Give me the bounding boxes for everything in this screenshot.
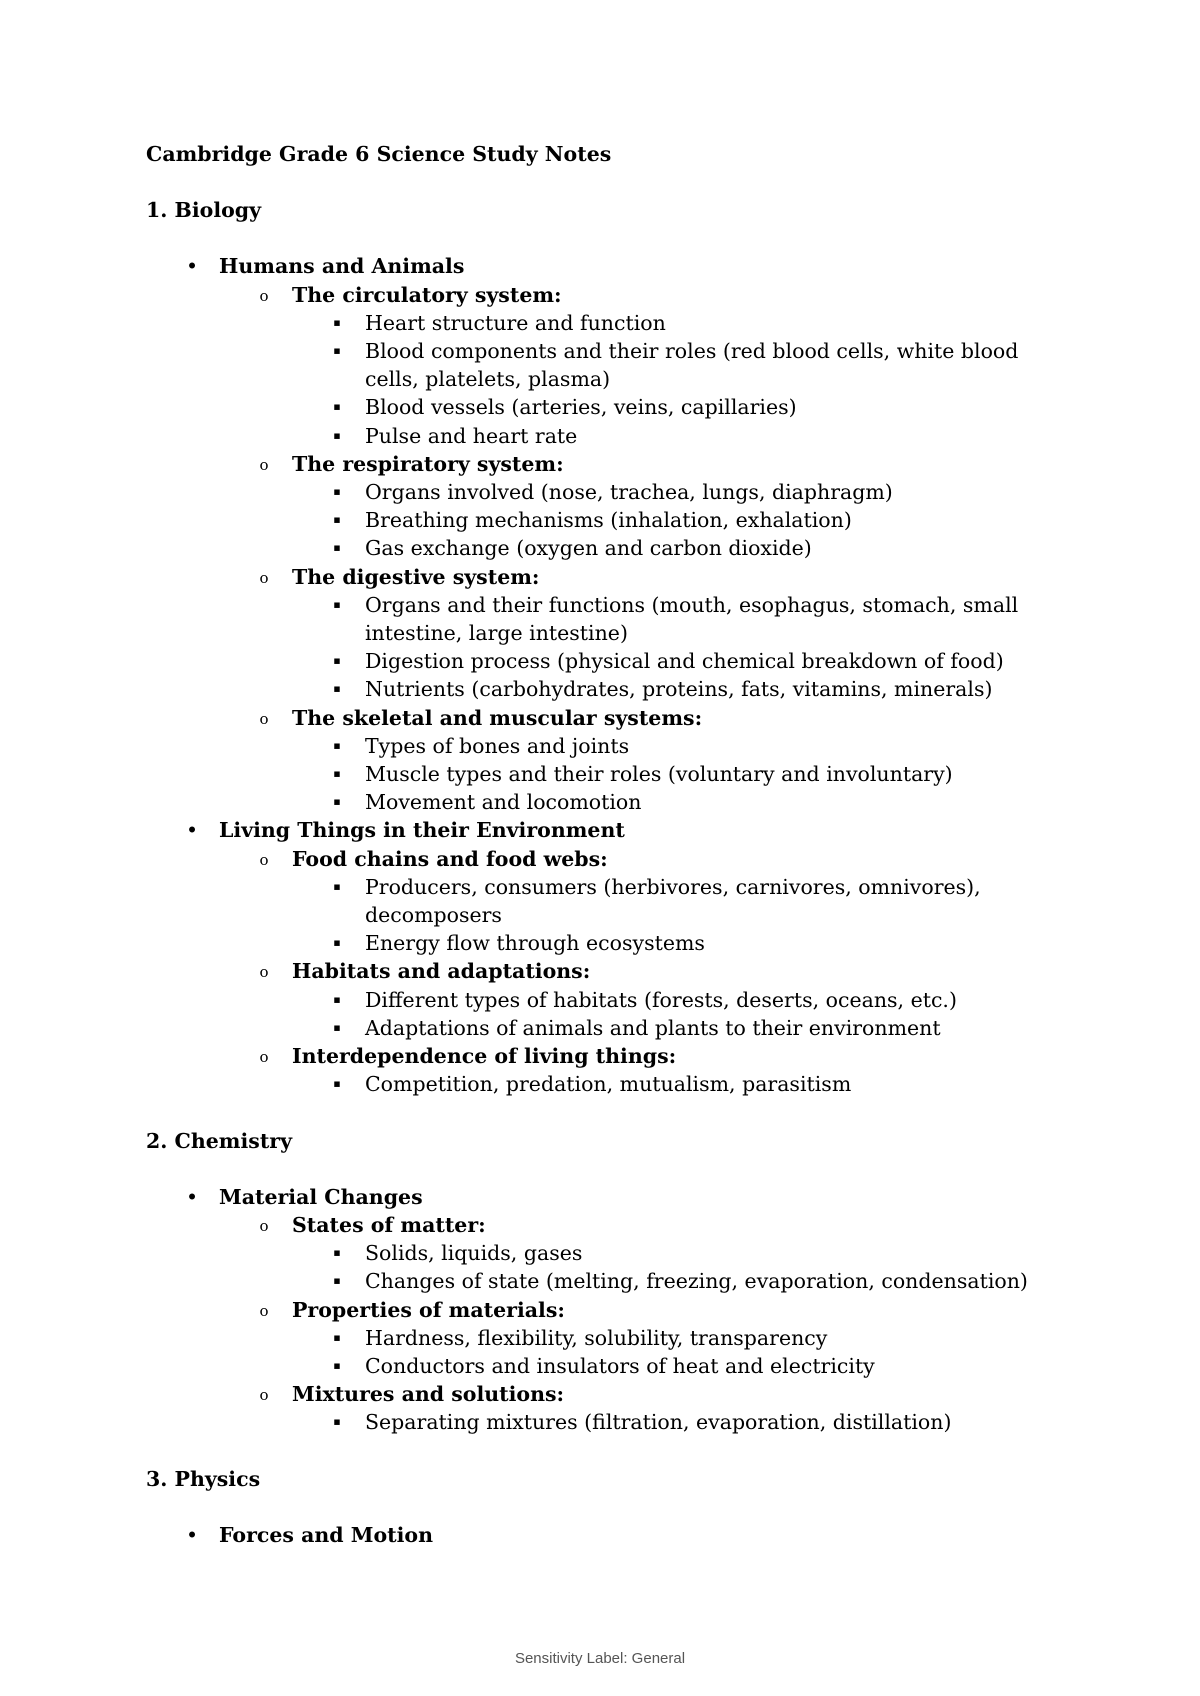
- topic-item: [146, 1183, 1066, 1437]
- point-item: [292, 591, 1066, 647]
- subtopic-item: [219, 704, 1066, 817]
- square-marker: ▪: [333, 1415, 341, 1429]
- topic-list: [146, 1521, 1066, 1549]
- document-body: [146, 140, 1066, 1549]
- point-list: [292, 591, 1066, 704]
- point-item: [292, 393, 1066, 421]
- point-text: Different types of habitats (forests, deserts, oceans, etc.): [365, 987, 957, 1012]
- circle-marker: o: [259, 455, 269, 474]
- point-list: [292, 478, 1066, 563]
- point-item: [292, 1267, 1066, 1295]
- square-marker: ▪: [333, 541, 341, 555]
- point-text: Breathing mechanisms (inhalation, exhalation): [365, 508, 852, 533]
- point-item: [292, 788, 1066, 816]
- subtopic-label: The skeletal and muscular systems:: [292, 705, 703, 730]
- point-list: [292, 732, 1066, 817]
- point-item: [292, 1408, 1066, 1436]
- square-marker: ▪: [333, 1358, 341, 1372]
- point-text: Organs involved (nose, trachea, lungs, diaphragm): [365, 480, 893, 505]
- subtopic-list: [219, 1211, 1066, 1437]
- point-text: Solids, liquids, gases: [365, 1241, 583, 1266]
- circle-marker: o: [259, 850, 269, 869]
- topic-label: Forces and Motion: [219, 1522, 433, 1547]
- point-text: Movement and locomotion: [365, 790, 642, 815]
- point-text: Blood components and their roles (red blood cells, white blood cells, platelets, plasma): [365, 339, 1019, 392]
- square-marker: ▪: [333, 936, 341, 950]
- point-item: [292, 309, 1066, 337]
- point-list: [292, 1324, 1066, 1380]
- square-marker: ▪: [333, 1077, 341, 1091]
- point-item: [292, 506, 1066, 534]
- square-marker: ▪: [333, 400, 341, 414]
- subtopic-label: Habitats and adaptations:: [292, 959, 591, 984]
- point-text: Adaptations of animals and plants to their environment: [365, 1015, 941, 1040]
- circle-marker: o: [259, 568, 269, 587]
- subtopic-label: Interdependence of living things:: [292, 1044, 677, 1069]
- point-text: Types of bones and joints: [365, 733, 630, 758]
- point-item: [292, 534, 1066, 562]
- point-item: [292, 675, 1066, 703]
- section: [146, 1465, 1066, 1549]
- point-list: [292, 1408, 1066, 1436]
- subtopic-item: [219, 1380, 1066, 1436]
- point-text: Hardness, flexibility, solubility, transparency: [365, 1325, 828, 1350]
- sensitivity-label: Sensitivity Label: General: [514, 1650, 686, 1667]
- subtopic-label: The circulatory system:: [292, 282, 562, 307]
- point-item: [292, 929, 1066, 957]
- section-heading: 3. Physics: [146, 1466, 261, 1491]
- point-text: Digestion process (physical and chemical breakdown of food): [365, 649, 1004, 674]
- sections-container: [146, 196, 1066, 1549]
- point-text: Nutrients (carbohydrates, proteins, fats, vitamins, minerals): [365, 677, 993, 702]
- bullet-marker: •: [185, 254, 199, 279]
- circle-marker: o: [259, 1216, 269, 1235]
- point-item: [292, 760, 1066, 788]
- bullet-marker: •: [185, 1522, 199, 1547]
- square-marker: ▪: [333, 795, 341, 809]
- square-marker: ▪: [333, 597, 341, 611]
- subtopic-label: Properties of materials:: [292, 1297, 565, 1322]
- point-item: [292, 1239, 1066, 1267]
- subtopic-item: [219, 845, 1066, 958]
- section-heading: 2. Chemistry: [146, 1128, 293, 1153]
- circle-marker: o: [259, 1048, 269, 1067]
- circle-marker: o: [259, 709, 269, 728]
- subtopic-label: Food chains and food webs:: [292, 846, 608, 871]
- topic-label: Humans and Animals: [219, 254, 465, 279]
- square-marker: ▪: [333, 992, 341, 1006]
- square-marker: ▪: [333, 654, 341, 668]
- subtopic-list: [219, 281, 1066, 817]
- point-item: [292, 337, 1066, 393]
- subtopic-item: [219, 1042, 1066, 1098]
- square-marker: ▪: [333, 485, 341, 499]
- topic-list: [146, 1183, 1066, 1437]
- section-heading: 1. Biology: [146, 198, 262, 223]
- topic-item: [146, 1521, 1066, 1549]
- point-list: [292, 986, 1066, 1042]
- section: [146, 196, 1066, 1098]
- square-marker: ▪: [333, 767, 341, 781]
- square-marker: ▪: [333, 428, 341, 442]
- subtopic-item: [219, 957, 1066, 1042]
- circle-marker: o: [259, 1386, 269, 1405]
- topic-label: Living Things in their Environment: [219, 818, 625, 843]
- point-text: Organs and their functions (mouth, esophagus, stomach, small intestine, large intestine): [365, 592, 1019, 646]
- square-marker: ▪: [333, 879, 341, 893]
- topic-item: [146, 252, 1066, 816]
- point-item: [292, 1352, 1066, 1380]
- topic-label: Material Changes: [219, 1184, 423, 1209]
- square-marker: ▪: [333, 344, 341, 358]
- bullet-marker: •: [185, 1184, 199, 1209]
- point-text: Heart structure and function: [365, 310, 666, 335]
- point-item: [292, 422, 1066, 450]
- subtopic-label: The digestive system:: [292, 564, 540, 589]
- subtopic-item: [219, 1296, 1066, 1381]
- square-marker: ▪: [333, 315, 341, 329]
- square-marker: ▪: [333, 1246, 341, 1260]
- square-marker: ▪: [333, 513, 341, 527]
- subtopic-label: The respiratory system:: [292, 451, 564, 476]
- square-marker: ▪: [333, 682, 341, 696]
- point-text: Producers, consumers (herbivores, carnivores, omnivores), decomposers: [365, 874, 981, 928]
- point-text: Energy flow through ecosystems: [365, 931, 705, 956]
- bullet-marker: •: [185, 818, 199, 843]
- point-text: Muscle types and their roles (voluntary and involuntary): [365, 762, 953, 787]
- square-marker: ▪: [333, 738, 341, 752]
- point-text: Conductors and insulators of heat and electricity: [365, 1353, 875, 1378]
- point-text: Blood vessels (arteries, veins, capillaries): [365, 395, 797, 420]
- subtopic-item: [219, 450, 1066, 563]
- point-text: Pulse and heart rate: [365, 423, 578, 448]
- circle-marker: o: [259, 286, 269, 305]
- square-marker: ▪: [333, 1020, 341, 1034]
- point-list: [292, 1070, 1066, 1098]
- point-text: Competition, predation, mutualism, parasitism: [365, 1072, 852, 1097]
- subtopic-label: States of matter:: [292, 1212, 486, 1237]
- subtopic-item: [219, 1211, 1066, 1296]
- square-marker: ▪: [333, 1330, 341, 1344]
- circle-marker: o: [259, 963, 269, 982]
- point-item: [292, 1070, 1066, 1098]
- point-list: [292, 1239, 1066, 1295]
- point-text: Changes of state (melting, freezing, evaporation, condensation): [365, 1269, 1028, 1294]
- point-item: [292, 732, 1066, 760]
- point-item: [292, 647, 1066, 675]
- point-item: [292, 986, 1066, 1014]
- point-text: Separating mixtures (filtration, evaporation, distillation): [365, 1410, 952, 1435]
- point-list: [292, 873, 1066, 958]
- point-item: [292, 1324, 1066, 1352]
- topic-item: [146, 816, 1066, 1098]
- point-item: [292, 1014, 1066, 1042]
- topic-list: [146, 252, 1066, 1098]
- subtopic-list: [219, 845, 1066, 1099]
- point-item: [292, 478, 1066, 506]
- point-item: [292, 873, 1066, 929]
- subtopic-item: [219, 281, 1066, 450]
- circle-marker: o: [259, 1301, 269, 1320]
- subtopic-item: [219, 563, 1066, 704]
- point-list: [292, 309, 1066, 450]
- point-text: Gas exchange (oxygen and carbon dioxide): [365, 536, 812, 561]
- section: [146, 1127, 1066, 1437]
- subtopic-label: Mixtures and solutions:: [292, 1382, 565, 1407]
- square-marker: ▪: [333, 1274, 341, 1288]
- document-title: Cambridge Grade 6 Science Study Notes: [146, 142, 612, 166]
